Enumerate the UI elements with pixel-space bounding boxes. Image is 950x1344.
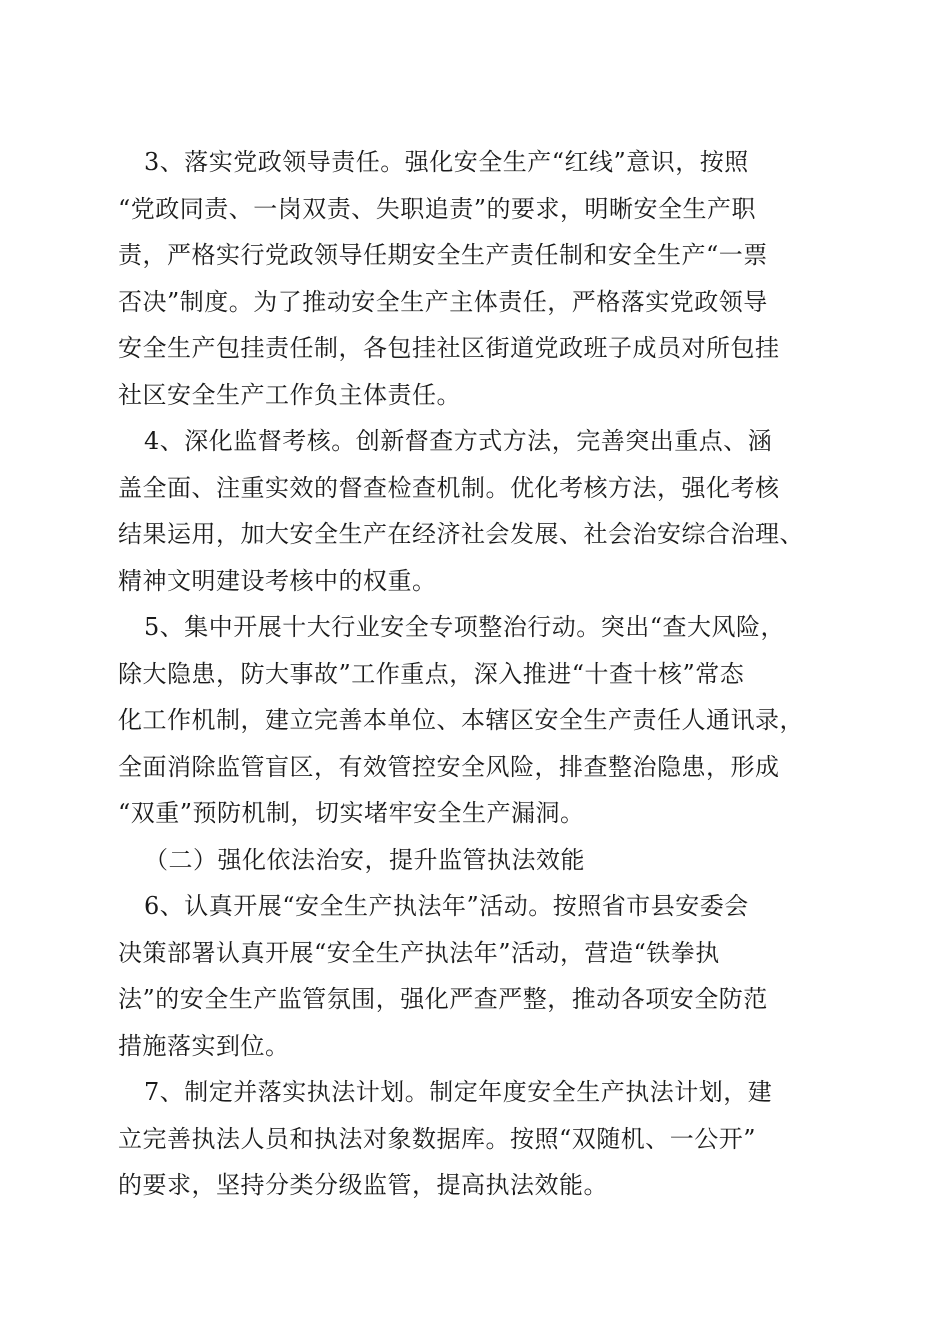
text-line: 否决”制度。为了推动安全生产主体责任，严格落实党政领导 (118, 287, 768, 316)
text-line: 安全生产包挂责任制，各包挂社区街道党政班子成员对所包挂 (118, 334, 780, 362)
text-line: 法”的安全生产监管氛围，强化严查严整，推动各项安全防范 (118, 985, 768, 1013)
text-line: 精神文明建设考核中的权重。 (118, 566, 437, 595)
text-line: 3、落实党政领导责任。强化安全生产“红线”意识，按照 (144, 148, 749, 176)
text-line: 的要求，坚持分类分级监管，提高执法效能。 (118, 1171, 608, 1199)
text-line: 措施落实到位。 (118, 1031, 290, 1060)
text-line: 6、认真开展“安全生产执法年”活动。按照省市县安委会 (144, 892, 749, 920)
paragraph-6 (118, 883, 830, 1069)
document-page (118, 139, 830, 1209)
text-line: 立完善执法人员和执法对象数据库。按照“双随机、一公开” (118, 1124, 757, 1153)
text-line: 社区安全生产工作负主体责任。 (118, 380, 461, 409)
section-heading: （二）强化依法治安，提升监管执法效能 (144, 845, 585, 874)
text-line: 决策部署认真开展“安全生产执法年”活动，营造“铁拳执 (118, 938, 720, 967)
text-line: “党政同责、一岗双责、失职追责”的要求，明晰安全生产职 (118, 194, 757, 223)
paragraph-5 (118, 604, 830, 837)
text-line: 全面消除监管盲区，有效管控安全风险，排查整治隐患，形成 (118, 752, 780, 781)
paragraph-4 (118, 418, 830, 604)
text-line: 除大隐患，防大事故”工作重点，深入推进“十查十核”常态 (118, 659, 745, 688)
text-line: “双重”预防机制，切实堵牢安全生产漏洞。 (118, 799, 585, 827)
text-line: 盖全面、注重实效的督查检查机制。优化考核方法，强化考核 (118, 473, 780, 502)
paragraph-7 (118, 1069, 830, 1209)
text-line: 责，严格实行党政领导任期安全生产责任制和安全生产“一票 (118, 241, 768, 269)
text-line: 5、集中开展十大行业安全专项整治行动。突出“查大风险， (144, 613, 786, 641)
paragraph-3 (118, 139, 830, 418)
text-line: 结果运用，加大安全生产在经济社会发展、社会治安综合治理、 (118, 520, 804, 548)
text-line: 4、深化监督考核。创新督查方式方法，完善突出重点、涵 (144, 427, 773, 455)
text-line: 化工作机制，建立完善本单位、本辖区安全生产责任人通讯录， (118, 706, 804, 734)
text-line: 7、制定并落实执法计划。制定年度安全生产执法计划，建 (144, 1078, 773, 1106)
